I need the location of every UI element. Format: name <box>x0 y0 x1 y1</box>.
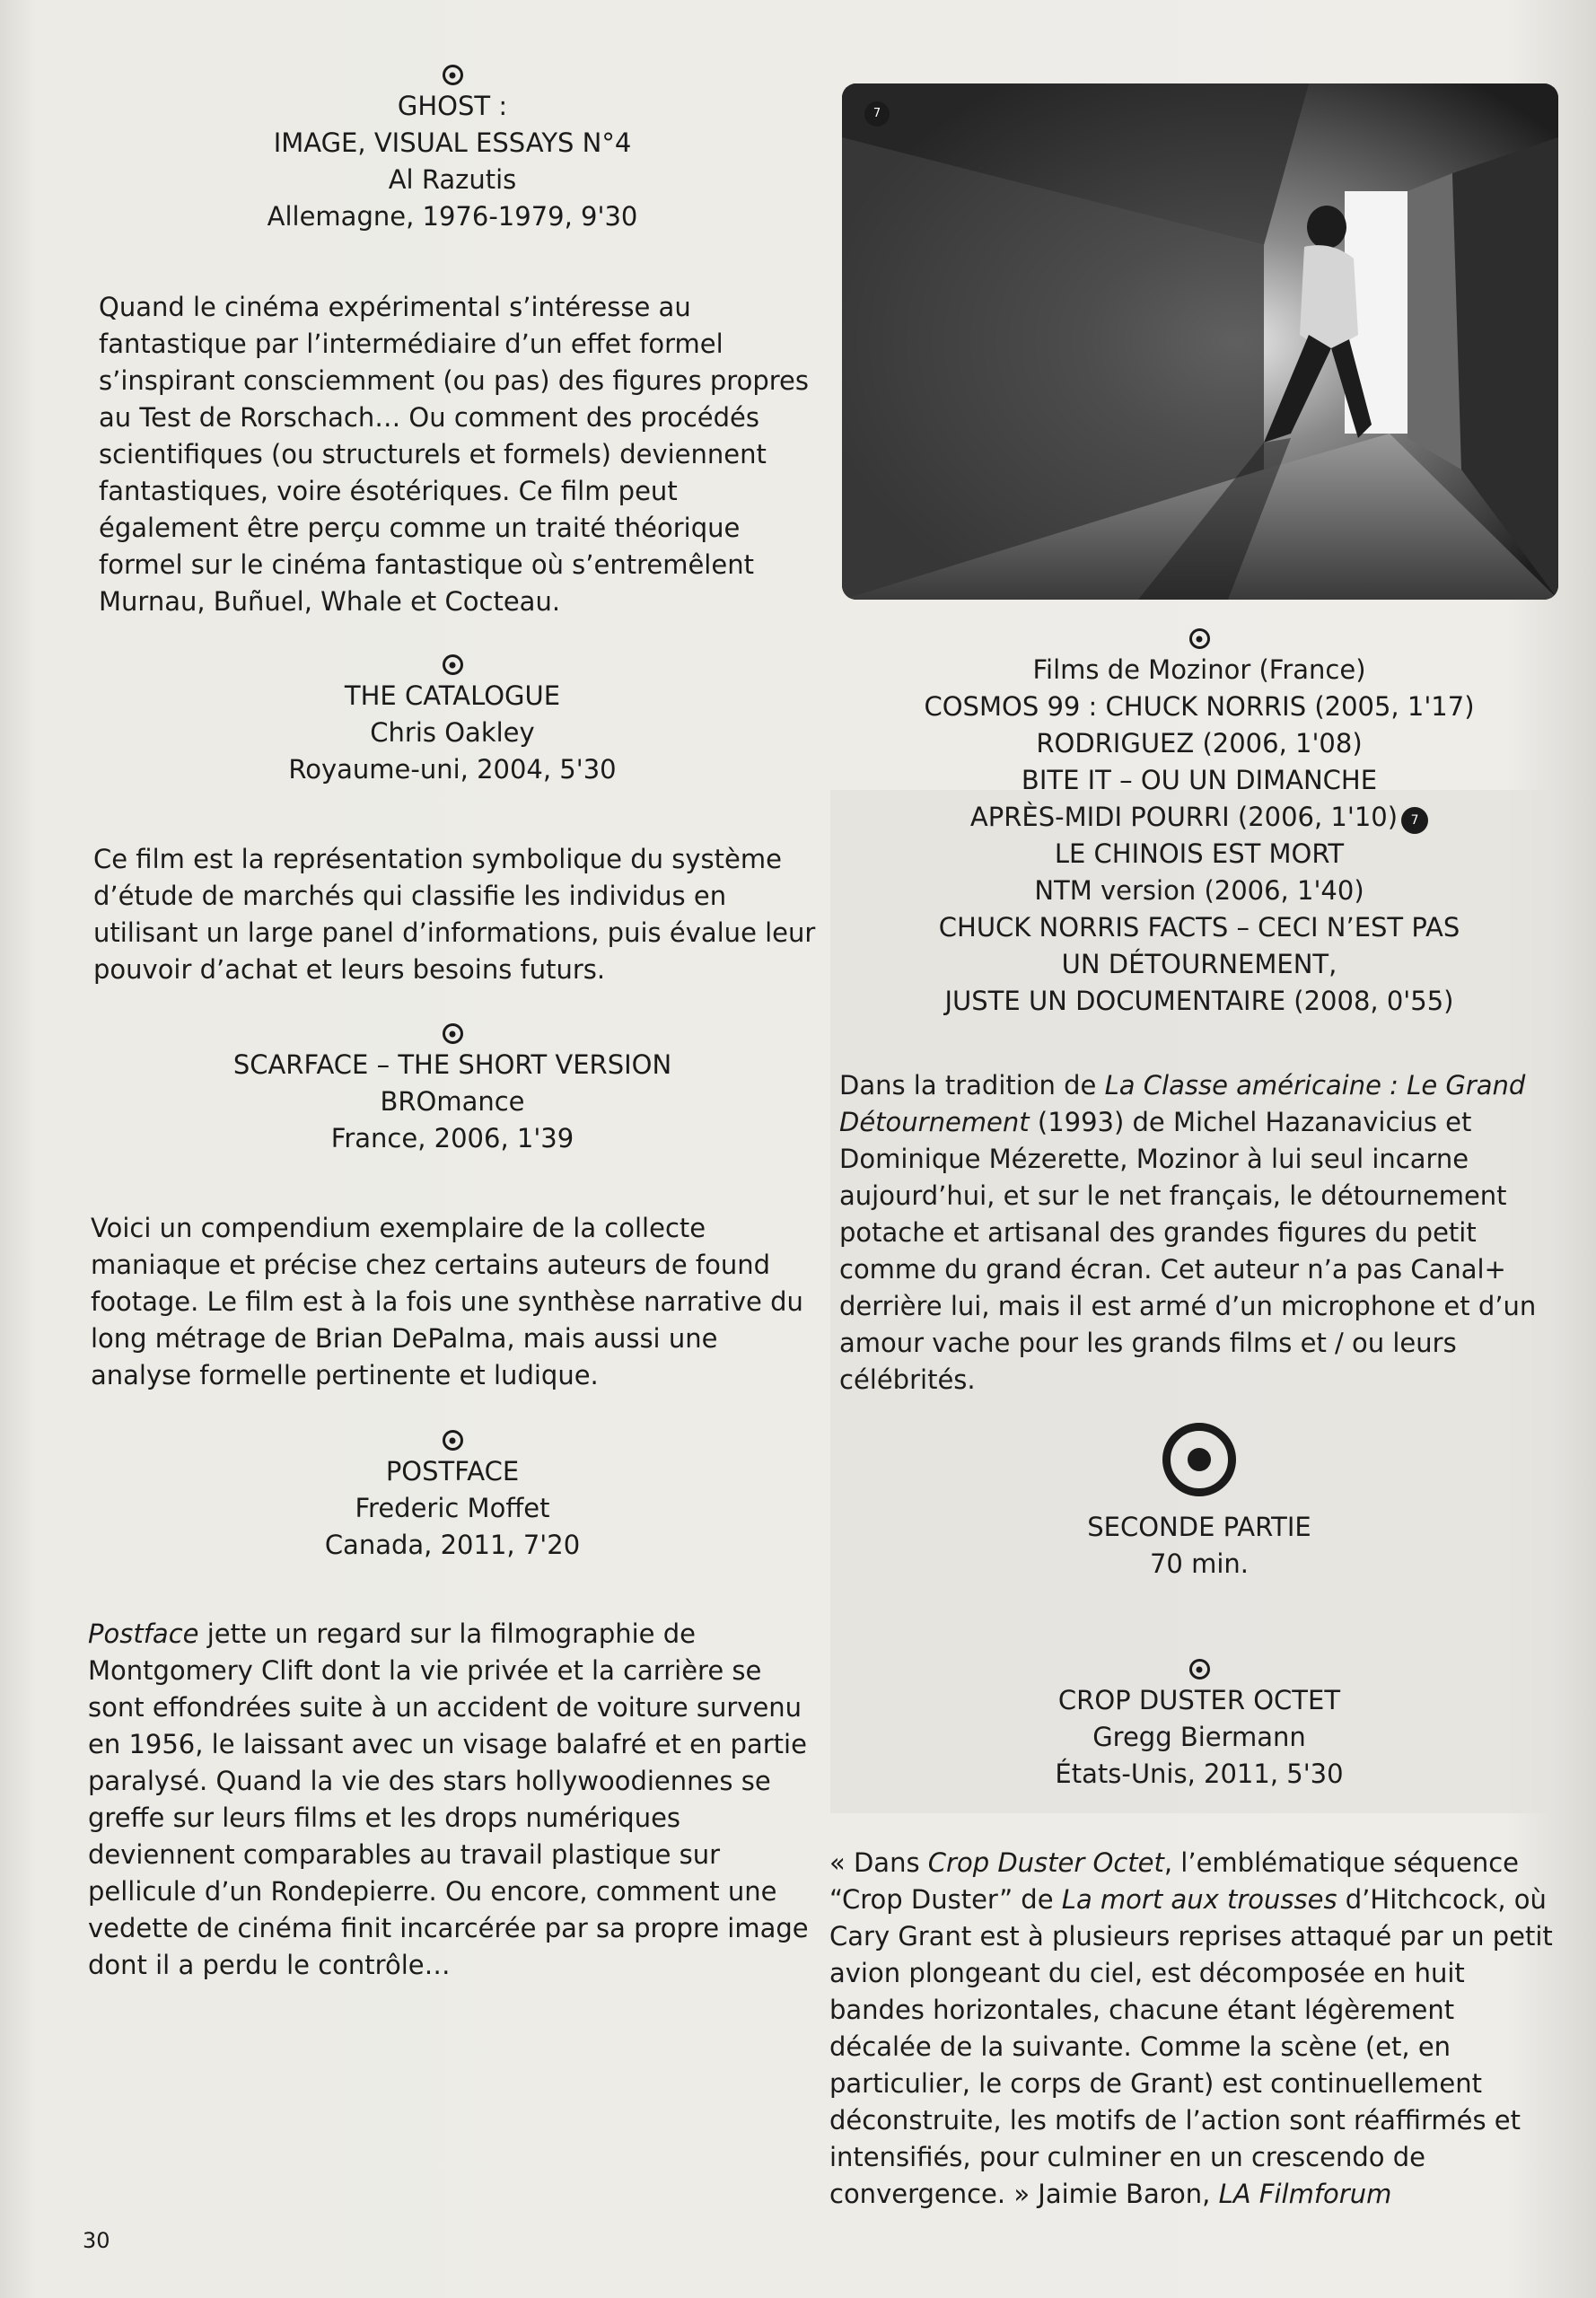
film-title: IMAGE, VISUAL ESSAYS N°4 <box>273 127 632 158</box>
image-number-badge: 7 <box>864 101 890 127</box>
description-text: (1993) de Michel Hazanavicius et Dominique Mézerette, Mozinor à lui seul incarne aujourd’hui, et sur le net français, le détournement potache et artisanal des grandes figures du petit comme du grand écran. Cet auteur n’a pas Canal+ derrière lui, mais il est armé d’un microphone et d’un amour vache pour les grands films et / ou leurs célébrités. <box>839 1107 1537 1395</box>
film-title: POSTFACE <box>385 1456 520 1487</box>
film-description <box>839 1067 1559 1399</box>
film-title: THE CATALOGUE <box>344 680 561 711</box>
description-text: jette un regard sur la filmographie de Montgomery Clift dont la vie privée et la carrière se sont effondrées suite à un accident de voiture survenu en 1956, le laissant avec un visage balafré et en partie paralysé. Quand la vie des stars hollywoodiennes se greffe sur leurs films et les drops numériques deviennent comparables au travail plastique sur pellicule d’un Rondepierre. Ou encore, comment une vedette de cinéma finit incarcérée par sa propre image dont il a perdu le contrôle… <box>88 1618 809 1980</box>
page-number: 30 <box>83 2228 110 2253</box>
film-meta: Canada, 2011, 7'20 <box>324 1530 581 1560</box>
corridor-photo <box>842 83 1558 600</box>
target-icon <box>1189 1659 1210 1680</box>
target-icon <box>443 654 463 675</box>
film-author: Frederic Moffet <box>355 1493 550 1523</box>
film-author: Al Razutis <box>388 164 517 195</box>
film-title-italic: Postface <box>88 1618 199 1649</box>
film-line: Films de Mozinor (France) <box>1032 654 1366 685</box>
description-text: Dans la tradition de <box>839 1070 1105 1101</box>
film-line: UN DÉTOURNEMENT, <box>1061 949 1337 979</box>
description-text: « Dans <box>829 1847 928 1878</box>
film-title-italic: Crop Duster Octet <box>927 1847 1164 1878</box>
section-duration: 70 min. <box>1149 1548 1250 1579</box>
film-author: BROmance <box>380 1086 525 1117</box>
film-description <box>829 1845 1559 2213</box>
film-description: Ce film est la représentation symbolique du système d’étude de marchés qui classifie les individus en utilisant un large panel d’informations, puis évalue leur pouvoir d’achat et leurs besoins futurs. <box>93 844 816 985</box>
postface-header <box>88 1430 817 1564</box>
description-text: , l’emblématique séquence “Crop Duster” de <box>829 1847 1520 1915</box>
film-meta: Royaume-uni, 2004, 5'30 <box>288 754 617 785</box>
film-line-text: APRÈS-MIDI POURRI (2006, 1'10) <box>969 802 1399 832</box>
catalogue-header <box>88 654 817 788</box>
film-line: COSMOS 99 : CHUCK NORRIS (2005, 1'17) <box>924 691 1475 722</box>
target-icon <box>1189 628 1210 649</box>
second-part-header <box>839 1423 1559 1583</box>
image-reference-badge: 7 <box>1401 807 1428 834</box>
film-author: Chris Oakley <box>370 717 535 748</box>
film-line: BITE IT – OU UN DIMANCHE <box>1021 765 1378 795</box>
target-icon <box>443 1023 463 1044</box>
film-author: Gregg Biermann <box>1092 1722 1306 1752</box>
film-description <box>88 1616 817 1984</box>
film-meta: Allemagne, 1976-1979, 9'30 <box>267 201 638 232</box>
film-description: Voici un compendium exemplaire de la collecte maniaque et précise chez certains auteurs de found footage. Le film est à la fois une synthèse narrative du long métrage de Brian DePalma, mais aussi une analyse formelle pertinente et ludique. <box>91 1213 803 1390</box>
film-still-image <box>842 83 1558 600</box>
film-line: CHUCK NORRIS FACTS – CECI N’EST PAS <box>938 912 1460 943</box>
film-line <box>839 799 1559 836</box>
target-icon <box>443 1430 463 1451</box>
mozinor-header <box>839 628 1559 1020</box>
film-meta: France, 2006, 1'39 <box>330 1123 574 1153</box>
scarface-header <box>88 1023 817 1157</box>
film-title: GHOST : <box>397 91 508 121</box>
target-icon <box>443 65 463 85</box>
film-title: SCARFACE – THE SHORT VERSION <box>232 1049 672 1080</box>
film-line: RODRIGUEZ (2006, 1'08) <box>1036 728 1363 759</box>
film-line: JUSTE UN DOCUMENTAIRE (2008, 0'55) <box>944 986 1454 1016</box>
film-description: Quand le cinéma expérimental s’intéresse au fantastique par l’intermédiaire d’un effet formel s’inspirant consciemment (ou pas) des figures propres au Test de Rorschach… Ou comment des procédés scientifiques (ou structurels et formels) deviennent fantastiques, voire ésotériques. Ce film peut également être perçu comme un traité théorique formel sur le cinéma fantastique où s’entremêlent Murnau, Buñuel, Whale et Cocteau. <box>99 292 809 617</box>
crop-duster-header <box>839 1659 1559 1793</box>
film-line: NTM version (2006, 1'40) <box>1034 875 1364 906</box>
film-title-italic: La Classe américaine : Le Grand Détournement <box>839 1070 1526 1137</box>
film-line: LE CHINOIS EST MORT <box>1054 838 1345 869</box>
ghost-header <box>88 65 817 235</box>
source-italic: LA Filmforum <box>1218 2179 1392 2209</box>
description-text: d’Hitchcock, où Cary Grant est à plusieurs reprises attaqué par un petit avion plongeant du ciel, est décomposée en huit bandes horizontales, chacune étant légèrement décalée de la suivante. Comme la scène (et, en particulier, le corps de Grant) est continuellement déconstruite, les motifs de l’action sont réaffirmés et intensifiés, pour culminer en un crescendo de convergence. » Jaimie Baron, <box>829 1884 1553 2209</box>
film-meta: États-Unis, 2011, 5'30 <box>1055 1759 1344 1789</box>
large-target-icon <box>1162 1423 1236 1496</box>
section-title: SECONDE PARTIE <box>1087 1512 1311 1542</box>
film-title-italic: La mort aux trousses <box>1061 1884 1337 1915</box>
film-title: CROP DUSTER OCTET <box>1057 1685 1341 1715</box>
